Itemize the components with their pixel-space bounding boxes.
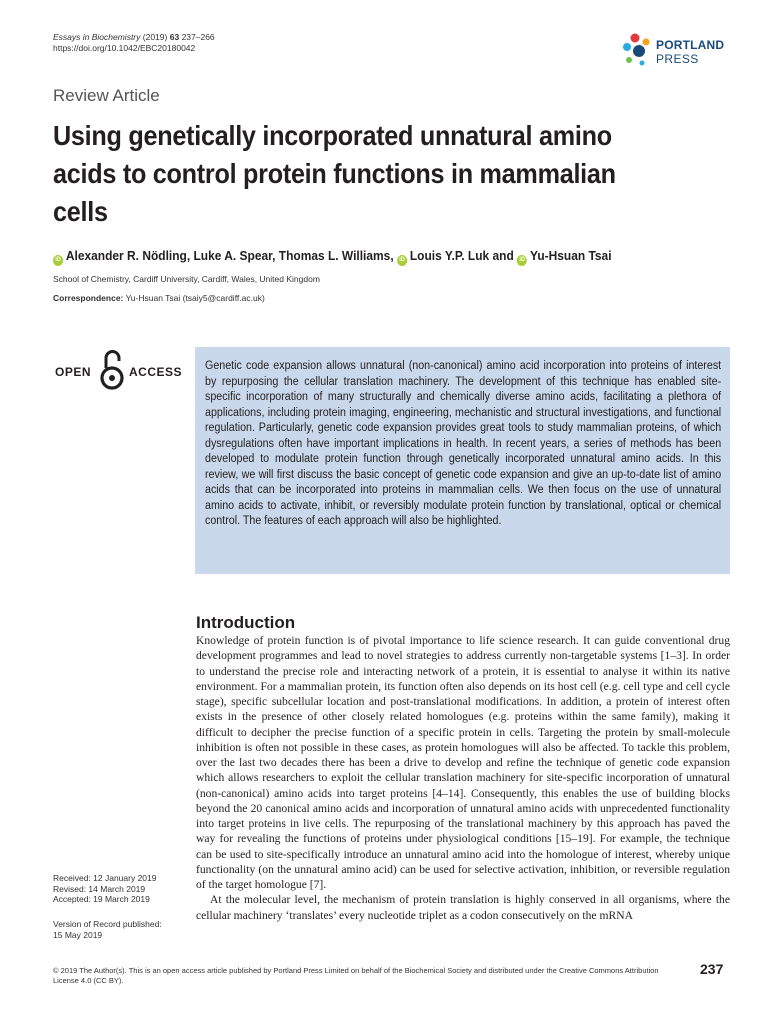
received-date: Received: 12 January 2019 [53,873,157,883]
introduction-heading: Introduction [196,613,296,632]
correspondence-value[interactable]: Yu-Hsuan Tsai (tsaiy5@cardiff.ac.uk) [125,293,265,303]
page-number: 237 [700,961,724,977]
correspondence-label: Correspondence: [53,293,124,303]
orcid-icon[interactable]: iD [517,255,527,266]
journal-pages: 237–266 [181,32,215,42]
affiliation: School of Chemistry, Cardiff University, Cardiff, Wales, United Kingdom [53,274,320,284]
orcid-icon[interactable]: iD [397,255,407,266]
article-dates [53,873,157,905]
publisher-name-line1: PORTLAND [656,38,725,52]
journal-citation [53,32,215,54]
authors-group-2: Louis Y.P. Luk [409,248,490,263]
authors-and: and [492,248,514,263]
correspondence [53,293,265,303]
vor-label: Version of Record published: [53,919,162,929]
orcid-icon[interactable]: iD [53,255,63,266]
accepted-date: Accepted: 19 March 2019 [53,894,150,904]
author-list [53,248,612,266]
article-title: Using genetically incorporated unnatural amino acids to control protein functions in mammalian cells [53,120,616,227]
open-access-word-open: OPEN [55,365,92,379]
journal-year: (2019) [142,32,168,42]
doi-link[interactable]: https://doi.org/10.1042/EBC20180042 [53,43,196,53]
introduction-body [196,633,730,923]
journal-name: Essays in Biochemistry [53,32,141,42]
publisher-name-line2: PRESS [656,52,699,66]
vor-date: 15 May 2019 [53,929,103,940]
version-of-record [53,919,162,940]
abstract-text: Genetic code expansion allows unnatural (non-canonical) amino acid incorporation into proteins of interest by repurposing the cellular translation machinery. The development of this technique has enabled site-specific incorporation of many structurally and chemically diverse amino acids, facilitating a plethora of applications, including protein imaging, engineering, mechanistic and structural investigations, and functional regulation. Particularly, genetic code expansion provides great tools to study mammalian proteins, of which dysregulations often have important implications in health. In recent years, a series of methods has been developed to modulate protein function through genetically incorporated unnatural amino acids. In this review, we will first discuss the basic concept of genetic code expansion and give an up-to-date list of amino acids that can be incorporated into proteins in mammalian cells. We then focus on the use of unnatural amino acids to activate, inhibit, or reversibly modulate protein function by translational, optical or chemical control. The features of each approach will also be highlighted. [205,360,722,527]
journal-volume: 63 [169,32,180,42]
paragraph: Knowledge of protein function is of pivotal importance to life science research. It can guide conventional drug development programmes and lead to novel strategies to address currently non-targetable systems [1–3]. In order to understand the precise role and interacting network of a protein, it is essential to analyse it within its native environment. For a mammalian protein, its function often also depends on its host cell (e.g. cell type and cell cycle stage), specific subcellular location and post-translational modifications. In addition, a protein of interest often exists in the presence of other closely related homologues (e.g. proteins within the same family), making it difficult to decipher the precise function of a specific protein in cells. Targeting the protein by small-molecule inhibition is often not possible in these cases, as protein homologues will also be affected. To tackle this problem, over the last two decades there has been a drive to develop and refine the technique of genetic code expansion which allows researchers to exploit the cellular translation machinery for site-specific incorporation of unnatural (non-canonical) amino acids into target proteins [4–14]. Consequently, this enables the use of building blocks beyond the 20 canonical amino acids and incorporation of unnatural amino acids with unprecedented functionality into target proteins in live cells. The repurposing of the translational machinery by this approach has paved the way for revealing the functions of proteins under physiological conditions [15–19]. For example, the technique can be used to site-specifically introduce an unnatural amino acid into the homologue of interest, whereby unique functionality (on the unnatural amino acid) can be used for selective activation, inhibition, or reversible regulation of the target homologue [7]. [196,634,730,891]
logo-dots-icon [620,32,656,72]
portland-press-logo [620,32,732,72]
license-footer: © 2019 The Author(s). This is an open access article published by Portland Press Limited on behalf of the Biochemical Society and distributed under the Creative Commons Attribution License 4.0 (CC BY). [53,966,659,985]
open-access-word-access: ACCESS [129,365,183,379]
abstract-box [195,347,730,574]
revised-date: Revised: 14 March 2019 [53,883,146,894]
paragraph: At the molecular level, the mechanism of protein translation is highly conserved in all organisms, where the cellular machinery ‘translates’ every nucleotide triplet as a codon consecutively on the mRNA [196,893,730,922]
article-type: Review Article [53,86,160,105]
open-lock-icon [99,346,125,392]
authors-group-1: Alexander R. Nödling, Luke A. Spear, Thomas L. Williams, [65,248,394,263]
open-access-badge [55,346,185,392]
authors-group-3: Yu-Hsuan Tsai [530,248,612,263]
